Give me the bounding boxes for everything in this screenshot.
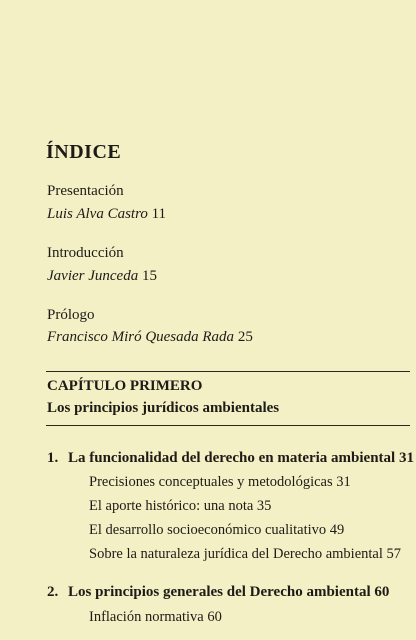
subsection-title: Inflación normativa (89, 609, 204, 625)
page-number: 60 (207, 609, 222, 625)
subsection-entry (89, 546, 401, 563)
page-number: 60 (374, 584, 390, 600)
subsection-entry (89, 498, 271, 515)
index-title: ÍNDICE (46, 141, 122, 163)
page-number: 31 (336, 474, 351, 490)
front-matter-label-presentacion: Presentación (47, 183, 124, 199)
page-number: 31 (398, 450, 414, 466)
front-matter-author-presentacion (47, 206, 166, 223)
subsection-entry (89, 609, 222, 626)
chapter-label: CAPÍTULO PRIMERO (47, 378, 203, 394)
subsection-title: El desarrollo socioeconómico cualitativo (89, 522, 327, 538)
front-matter-author-prologo (47, 329, 253, 346)
front-matter-label-introduccion: Introducción (47, 245, 124, 261)
page-number: 15 (141, 268, 157, 284)
divider-top (46, 371, 410, 372)
section-title: Los principios generales del Derecho ambiental (68, 584, 371, 600)
subsection-entry (89, 522, 344, 539)
author-name: Luis Alva Castro (47, 206, 148, 222)
subsection-entry (89, 474, 351, 491)
page-number: 35 (256, 498, 272, 514)
front-matter-author-introduccion (47, 268, 157, 285)
author-name: Javier Junceda (47, 268, 139, 284)
section-number: 2. (47, 584, 59, 600)
chapter-title: Los principios jurídicos ambientales (47, 400, 280, 416)
page-number: 11 (151, 206, 167, 222)
section-1-entry (47, 450, 414, 467)
subsection-title: El aporte histórico: una nota (89, 498, 254, 514)
subsection-title: Precisiones conceptuales y metodológicas (89, 474, 333, 490)
section-2-entry (47, 584, 389, 601)
front-matter-label-prologo: Prólogo (47, 307, 95, 323)
section-title: La funcionalidad del derecho en materia ambiental (68, 450, 396, 466)
divider-bottom (46, 425, 410, 426)
page-number: 25 (237, 329, 253, 345)
page-number: 49 (329, 522, 345, 538)
page-number: 57 (386, 546, 402, 562)
subsection-title: Sobre la naturaleza jurídica del Derecho ambiental (89, 546, 383, 562)
section-number: 1. (47, 450, 59, 466)
author-name: Francisco Miró Quesada Rada (47, 329, 235, 345)
